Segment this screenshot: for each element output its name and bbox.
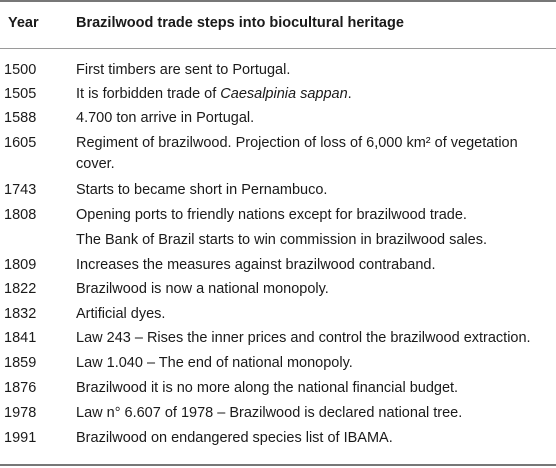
header-rule bbox=[0, 48, 556, 49]
row-year: 1991 bbox=[4, 430, 37, 446]
row-year: 1876 bbox=[4, 380, 37, 396]
row-event: Opening ports to friendly nations except for brazilwood trade. bbox=[76, 207, 467, 223]
row-event: Increases the measures against brazilwood contraband. bbox=[76, 257, 436, 273]
row-event: Law n° 6.607 of 1978 – Brazilwood is declared national tree. bbox=[76, 405, 463, 421]
row-year: 1809 bbox=[4, 257, 37, 273]
row-event: The Bank of Brazil starts to win commission in brazilwood sales. bbox=[76, 232, 487, 248]
row-year: 1500 bbox=[4, 62, 37, 78]
row-event-line-2: cover. bbox=[76, 156, 115, 172]
row-year: 1743 bbox=[4, 182, 37, 198]
row-year: 1841 bbox=[4, 330, 37, 346]
row-event bbox=[76, 133, 552, 175]
header-year: Year bbox=[8, 15, 39, 31]
row-year: 1808 bbox=[4, 207, 37, 223]
row-event: Artificial dyes. bbox=[76, 306, 166, 322]
row-event-text: It is forbidden trade of bbox=[76, 86, 221, 102]
row-event: Brazilwood on endangered species list of IBAMA. bbox=[76, 430, 393, 446]
row-year: 1859 bbox=[4, 355, 37, 371]
row-event-period: . bbox=[347, 86, 352, 102]
row-year: 1588 bbox=[4, 110, 37, 126]
top-rule bbox=[0, 0, 556, 2]
row-event bbox=[76, 84, 552, 105]
row-event-line-1: Regiment of brazilwood. Projection of loss of 6,000 km² of vegetation bbox=[76, 135, 518, 151]
header-event: Brazilwood trade steps into biocultural heritage bbox=[76, 15, 404, 31]
row-year: 1505 bbox=[4, 86, 37, 102]
row-event: 4.700 ton arrive in Portugal. bbox=[76, 110, 255, 126]
species-name: Caesalpinia sappan bbox=[220, 86, 348, 102]
row-event: Brazilwood it is no more along the national financial budget. bbox=[76, 380, 459, 396]
row-year: 1605 bbox=[4, 135, 37, 151]
bottom-rule bbox=[0, 464, 556, 466]
row-year: 1822 bbox=[4, 281, 37, 297]
row-year: 1832 bbox=[4, 306, 37, 322]
row-event: First timbers are sent to Portugal. bbox=[76, 62, 291, 78]
row-event: Starts to became short in Pernambuco. bbox=[76, 182, 328, 198]
row-event: Law 243 – Rises the inner prices and control the brazilwood extraction. bbox=[76, 330, 531, 346]
row-event: Brazilwood is now a national monopoly. bbox=[76, 281, 329, 297]
row-year: 1978 bbox=[4, 405, 37, 421]
row-event: Law 1.040 – The end of national monopoly. bbox=[76, 355, 353, 371]
